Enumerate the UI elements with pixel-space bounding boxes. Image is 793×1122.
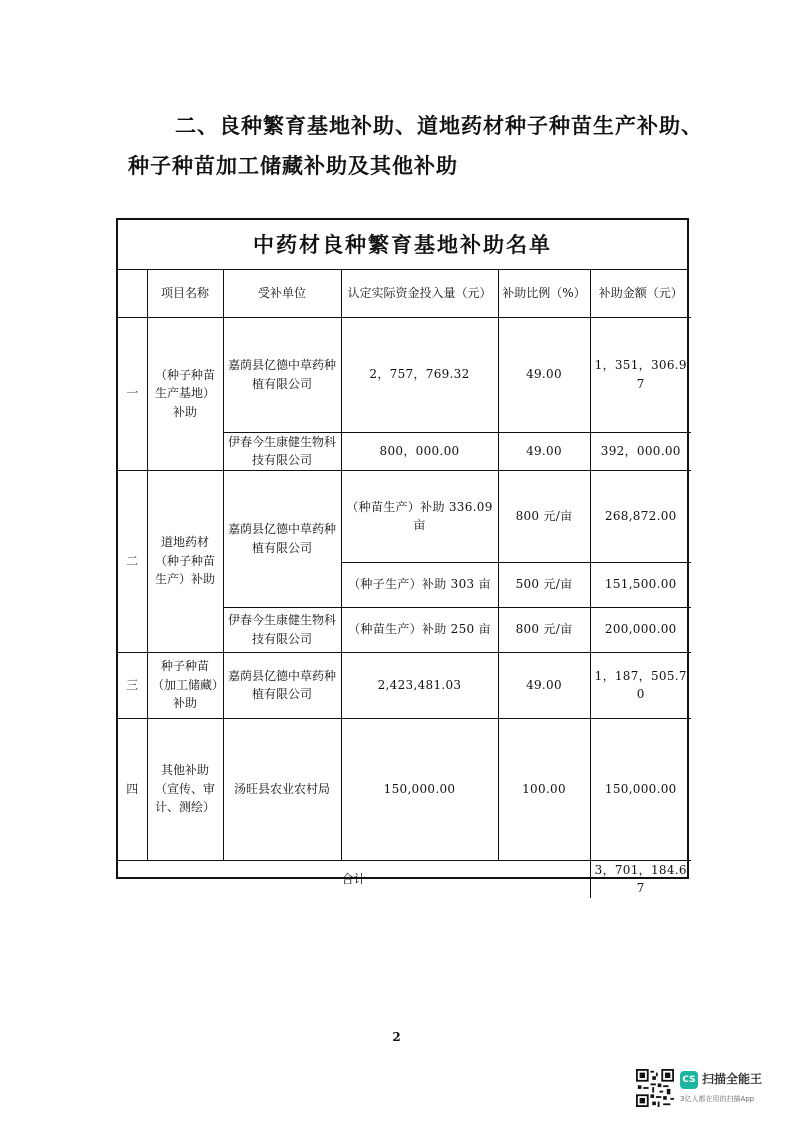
unit-cell: 嘉荫县亿德中草药种植有限公司 [223, 470, 341, 607]
table-row [118, 652, 691, 718]
camscanner-logo-icon: CS [680, 1071, 698, 1089]
ratio-cell: 800 元/亩 [498, 607, 590, 652]
item-name: 其他补助（宣传、审计、测绘） [147, 718, 223, 860]
ratio-cell: 500 元/亩 [498, 562, 590, 607]
unit-cell: 汤旺县农业农村局 [223, 718, 341, 860]
section-number: 三 [118, 652, 147, 718]
ratio-cell: 800 元/亩 [498, 470, 590, 562]
amount-cell: 1，187，505.70 [590, 652, 691, 718]
amount-cell: 200,000.00 [590, 607, 691, 652]
section-heading-line1: 二、良种繁育基地补助、道地药材种子种苗生产补助、 [175, 113, 703, 138]
header-amount: 补助金额（元） [590, 270, 691, 317]
total-label: 合计 [118, 860, 590, 898]
qr-code-icon [636, 1069, 674, 1107]
table-title: 中药材良种繁育基地补助名单 [118, 220, 687, 270]
item-name: 道地药材（种子种苗生产）补助 [147, 470, 223, 652]
table-row [118, 718, 691, 860]
input-cell: 2,423,481.03 [341, 652, 498, 718]
input-cell: （种子生产）补助 303 亩 [341, 562, 498, 607]
ratio-cell: 49.00 [498, 317, 590, 432]
section-number: 四 [118, 718, 147, 860]
unit-cell: 嘉荫县亿德中草药种植有限公司 [223, 317, 341, 432]
item-name: （种子种苗生产基地）补助 [147, 317, 223, 470]
total-row [118, 860, 691, 898]
header-ratio: 补助比例（%） [498, 270, 590, 317]
ratio-cell: 49.00 [498, 432, 590, 470]
item-name: 种子种苗（加工储藏）补助 [147, 652, 223, 718]
input-cell: （种苗生产）补助 336.09 亩 [341, 470, 498, 562]
subsidy-grid [118, 270, 691, 898]
subsidy-table [116, 218, 689, 896]
app-name: 扫描全能王 [702, 1072, 763, 1086]
ratio-cell: 100.00 [498, 718, 590, 860]
app-tagline: 3亿人都在用的扫描App [680, 1095, 755, 1103]
input-cell: 2，757，769.32 [341, 317, 498, 432]
unit-cell: 伊春今生康健生物科技有限公司 [223, 432, 341, 470]
section-heading-line2: 种子种苗加工储藏补助及其他补助 [128, 153, 458, 178]
unit-cell: 嘉荫县亿德中草药种植有限公司 [223, 652, 341, 718]
amount-cell: 151,500.00 [590, 562, 691, 607]
scanner-watermark [636, 1066, 786, 1110]
section-number: 一 [118, 317, 147, 470]
header-item: 项目名称 [147, 270, 223, 317]
amount-cell: 392，000.00 [590, 432, 691, 470]
input-cell: （种苗生产）补助 250 亩 [341, 607, 498, 652]
page-number: 2 [392, 1030, 401, 1044]
unit-cell: 伊春今生康健生物科技有限公司 [223, 607, 341, 652]
table-row [118, 317, 691, 432]
header-input: 认定实际资金投入量（元） [341, 270, 498, 317]
amount-cell: 268,872.00 [590, 470, 691, 562]
section-number: 二 [118, 470, 147, 652]
total-amount: 3，701，184.67 [590, 860, 691, 898]
header-blank [118, 270, 147, 317]
table-row [118, 470, 691, 562]
header-unit: 受补单位 [223, 270, 341, 317]
amount-cell: 1，351，306.97 [590, 317, 691, 432]
input-cell: 150,000.00 [341, 718, 498, 860]
input-cell: 800，000.00 [341, 432, 498, 470]
amount-cell: 150,000.00 [590, 718, 691, 860]
ratio-cell: 49.00 [498, 652, 590, 718]
